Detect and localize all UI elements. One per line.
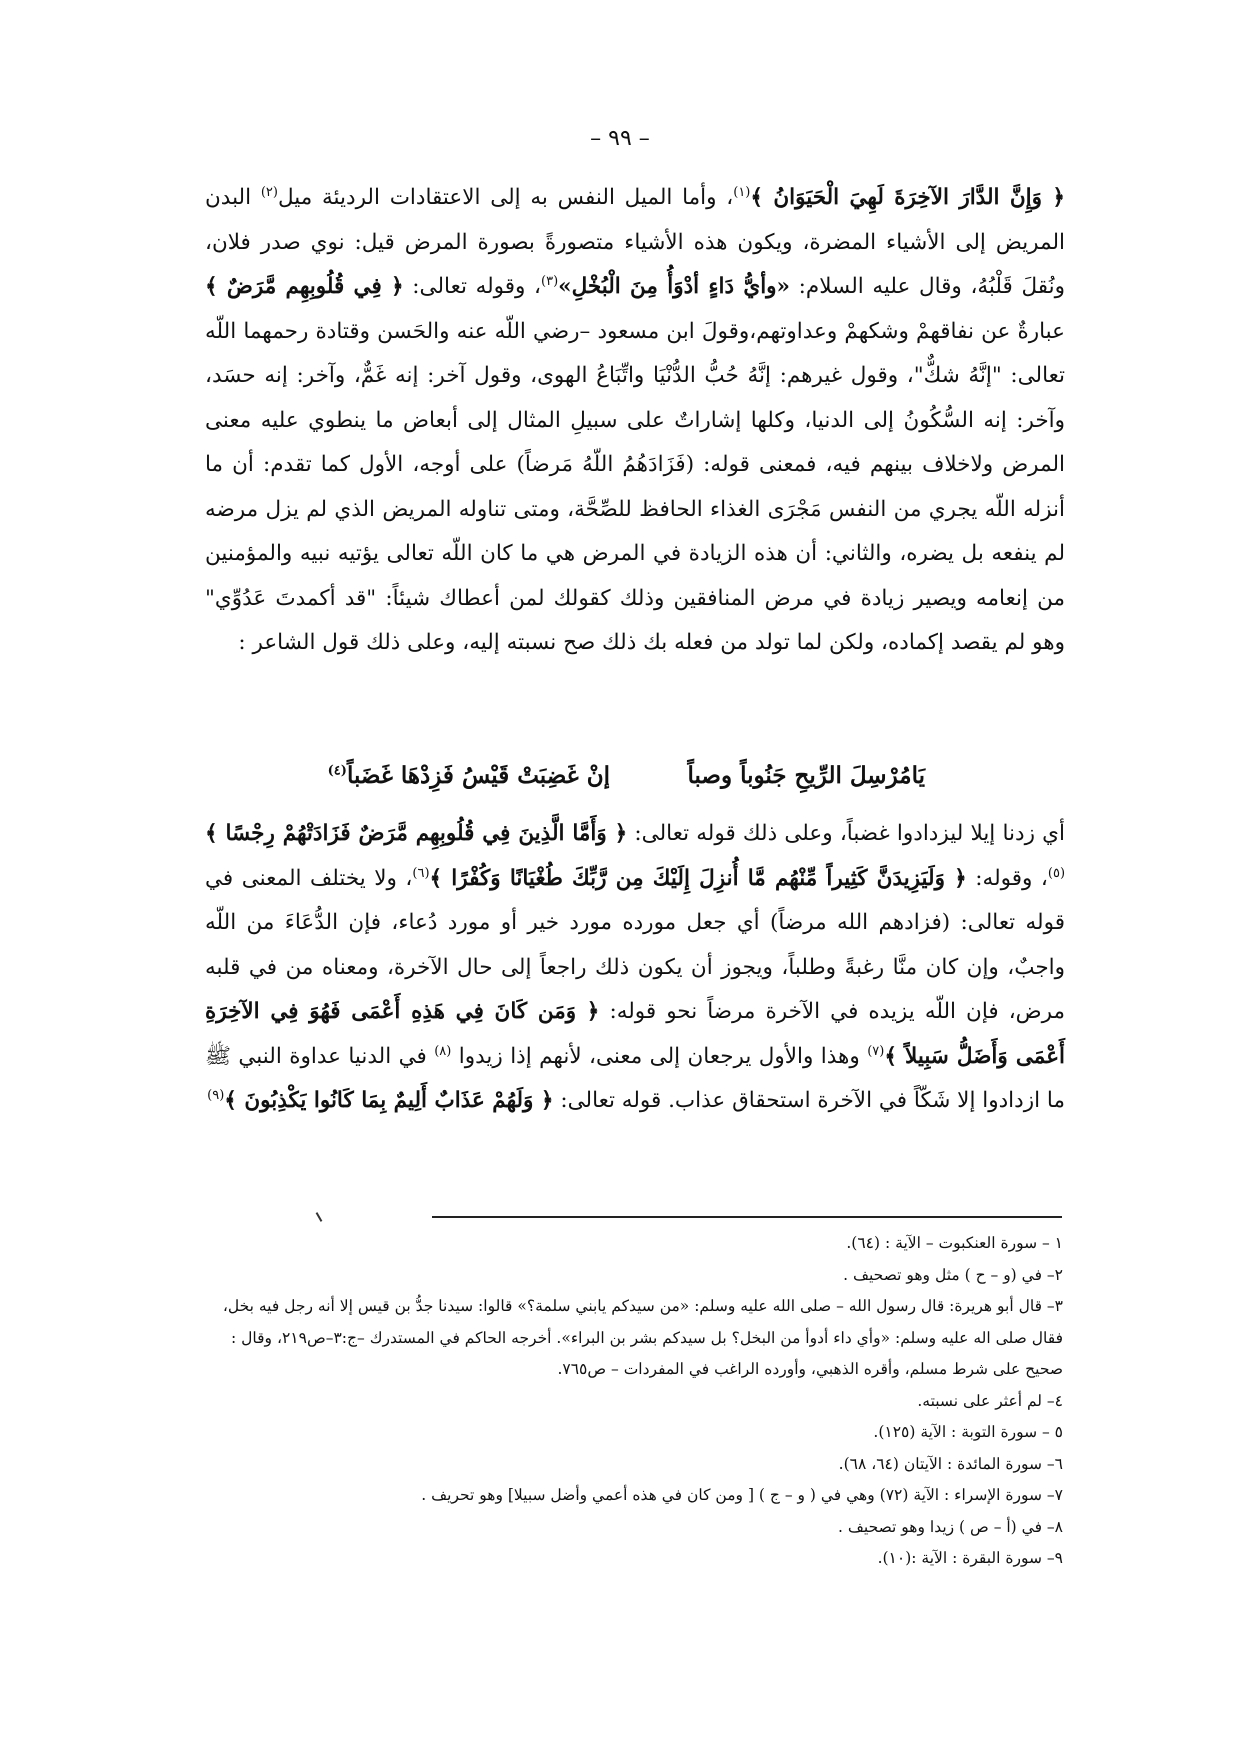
- body-text-run: وهذا والأول يرجعان إلى معنى، لأنهم إذا زيدوا: [451, 1043, 868, 1069]
- body-text-run: أي زدنا إيلا ليزدادوا غضباً، وعلى ذلك قوله تعالى:: [627, 821, 1065, 846]
- body-text-run: ، وقوله تعالى:: [403, 274, 541, 299]
- quran-quote: ﴿ فِي قُلُوبِهِم مَّرَضٌ ﴾: [205, 274, 404, 299]
- footnote-separator: [432, 1216, 1062, 1218]
- body-text-run: ، ولا يختلف المعنى في قوله تعالى: (فزادهم الله مرضاً) أي جعل مورده مورد خير أو مورد دُعاء، فإن الدُّعَاءَ من اللّه واجبٌ، وإن كان منَّا رغبةً وطلباً، ويجوز أن يكون ذلك راجعاً إلى حال الآخرة، ومعناه من في قلبه مرض، فإن اللّه يزيده في الآخرة مرضاً نحو قوله:: [205, 865, 1066, 1024]
- footnote-ref: (٥): [1047, 865, 1066, 881]
- footnote-item: ١ – سورة العنكبوت – الآية : (٦٤).: [846, 1234, 1063, 1252]
- footnote-item: ٧– سورة الإسراء : الآية (٧٢) وهي في ( و – ج ) [ ومن كان في هذه أعمي وأضل سبيلا] وهو تحريف .: [421, 1486, 1063, 1504]
- footnote-ref: (١): [733, 184, 751, 200]
- verse-second-hemistich: [328, 762, 610, 789]
- quran-quote: ﴿ وَإِنَّ الدَّارَ الآخِرَةَ لَهِيَ الْحَيَوَانُ ﴾: [750, 185, 1066, 210]
- verse-first-hemistich-text: يَامُرْسِلَ الرِّيحِ جَنُوباً وصباً: [687, 762, 925, 789]
- body-text-run: ، وقوله:: [966, 865, 1048, 891]
- body-text-run: ، وأما الميل النفس به إلى الاعتقادات الرديئة ميل: [277, 185, 734, 210]
- footnote-ref: (٧): [867, 1043, 885, 1059]
- footnote-item: ٨– في (أ – ص ) زيدا وهو تصحيف .: [838, 1517, 1063, 1536]
- main-paragraph: [205, 176, 1065, 666]
- footnotes-list: [205, 1228, 1063, 1575]
- footnote-item: ٣– قال أبو هريرة: قال رسول الله – صلى الله عليه وسلم: «من سيدكم يابني سلمة؟» قالوا: سيدنا جدُّ بن قيس إلا أنه رجل فيه بخل، فقال صلى اله عليه وسلم: «وأي داء أدوأ من البخل؟ بل سيدكم بشر بن البراء». أخرجه الحاكم في المستدرك –ج:٣–ص٢١٩، وقال : صحيح على شرط مسلم، وأقره الذهبي، وأورده الراغب في المفردات – ص٧٦٥.: [222, 1297, 1063, 1378]
- quran-quote: ﴿ وَمَن كَانَ فِي هَذِهِ أَعْمَى فَهُوَ فِي الآخِرَةِ أَعْمَى وَأَضَلُّ سَبِيلاً ﴾: [205, 999, 1065, 1069]
- second-paragraph: [205, 812, 1065, 1124]
- footnote-item: ٤– لم أعثر على نسبته.: [917, 1391, 1063, 1410]
- verse-first-hemistich: [687, 762, 925, 789]
- footnote-ref: (٣): [541, 273, 559, 289]
- footnote-ref: (٩): [207, 1087, 225, 1103]
- poetry-verse: [205, 762, 1065, 812]
- footnote-item: ٦– سورة المائدة : الآيتان (٦٤، ٦٨).: [838, 1454, 1063, 1473]
- footnote-item: ٩– سورة البقرة : الآية :(١٠).: [877, 1549, 1063, 1567]
- quran-quote: «وأيُّ دَاءٍ أدْوَأُ مِنَ الْبُخْلِ»: [558, 274, 790, 299]
- footnote-item: ٢– في (و – ح ) مثل وهو تصحيف .: [843, 1265, 1063, 1284]
- footnote-ref: (٦): [412, 865, 430, 881]
- quran-quote: ﴿ وَأَمَّا الَّذِينَ فِي قُلُوبِهِم مَّرَضٌ فَزَادَتْهُمْ رِجْسًا ﴾: [205, 821, 628, 846]
- footnote-ref: (٢): [260, 184, 278, 200]
- body-text-run: عبارةٌ عن نفاقهمْ وشكهمْ وعداوتهم،وقولَ ابن مسعود –رضي اللّه عنه والحَسن وقتادة رحمهما اللّه تعالى: "إنَّهُ شكٌّ"، وقول غيرهم: إنَّهُ حُبُّ الدُّنْيَا واتِّبَاعُ الهوى، وقول آخر: إنه غَمٌّ، وآخر: إنه حسَد، وآخر: إنه السُّكُونُ إلى الدنيا، وكلها إشاراتٌ على سبيلِ المثال إلى أبعاض ما ينطوي عليه معنى المرض ولاخلاف بينهم فيه، فمعنى قوله: (فَزَادَهُمُ اللّهُ مَرضاً) على أوجه، الأول كما تقدم: أن ما أنزله اللّه يجري من النفس مَجْرَى الغذاء الحافظ للصِّحَّة، ومتى تناوله المريض الذي لم يزل مرضه لم ينفعه بل يضره، والثاني: أن هذه الزيادة في المرض هي ما كان اللّه تعالى يؤتيه نبيه والمؤمنين من إنعامه ويصير زيادة في مرض المنافقين وذلك كقولك لمن أعطاك شيئاً: "قد أكمدتَ عَدُوِّي" وهو لم يقصد إكماده، ولكن لما تولد من فعله بك ذلك صح نسبته إليه، وعلى ذلك قول الشاعر :: [205, 318, 1065, 655]
- body-text-run: البدن المريض إلى الأشياء المضرة، ويكون هذه الأشياء متصورةً بصورة المرض قيل: نوي صدر فلان، ونُقلَ قَلْبُهُ، وقال عليه السلام:: [205, 185, 1065, 299]
- scan-artifact-mark: [316, 1212, 323, 1222]
- footnote-item: ٥ – سورة التوبة : الآية (١٢٥).: [873, 1423, 1063, 1441]
- verse-second-hemistich-text: إنْ غَضِبَتْ قَيْسُ فَزِدْهَا غَضَباً: [346, 762, 610, 789]
- page-number: – ٩٩ –: [590, 126, 650, 151]
- quran-quote: ﴿ وَلَيَزِيدَنَّ كَثِيراً مِّنْهُم مَّا أُنزِلَ إِلَيْكَ مِن رَّبِّكَ طُغْيَانًا وَكُفْرًا ﴾: [429, 865, 967, 891]
- verse-footnote-ref: (٤): [327, 763, 347, 779]
- footnote-ref: (٨): [434, 1043, 452, 1059]
- quran-quote: ﴿ وَلَهُمْ عَذَابٌ أَلِيمٌ بِمَا كَانُوا يَكْذِبُونَ ﴾: [224, 1088, 554, 1113]
- body-text-run: في الدنيا عداوة النبي ﷺ ما ازدادوا إلا شَكّاً في الآخرة استحقاق عذاب. قوله تعالى:: [205, 1043, 1065, 1113]
